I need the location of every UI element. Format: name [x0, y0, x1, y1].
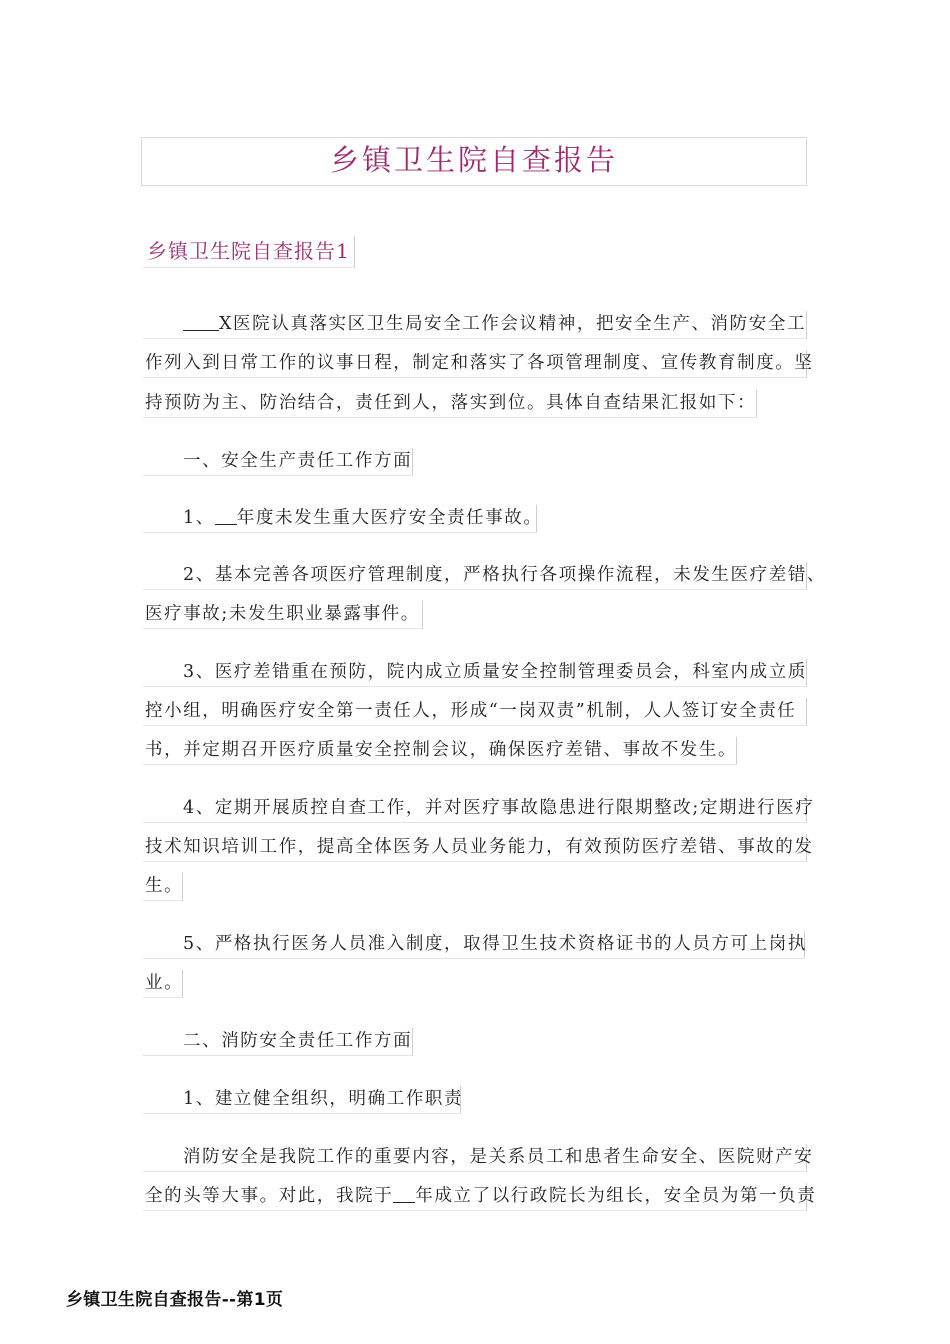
line-text: 控小组，明确医疗安全第一责任人，形成“一岗双责”机制，人人签订安全责任: [145, 701, 797, 721]
text-line: [143, 1183, 817, 1211]
line-text: 5、严格执行医务人员准入制度，取得卫生技术资格证书的人员方可上岗执: [183, 934, 807, 954]
text-line: [143, 505, 543, 533]
text-line: [143, 970, 183, 998]
text-line: [143, 390, 757, 418]
fill-in-blank: [393, 1184, 415, 1203]
text-line: [143, 698, 807, 726]
document-title: 乡镇卫生院自查报告: [329, 143, 618, 177]
line-text: 二、消防安全责任工作方面: [183, 1031, 413, 1051]
line-text: X医院认真落实区卫生局安全工作会议精神，把安全生产、消防安全工: [219, 314, 807, 334]
line-text: 年成立了以行政院长为组长，安全员为第一负责: [415, 1186, 817, 1206]
line-text: 3、医疗差错重在预防，院内成立质量安全控制管理委员会，科室内成立质: [183, 662, 807, 682]
line-prefix: 全的头等大事。对此，我院于: [145, 1186, 394, 1206]
text-line: [143, 737, 737, 765]
text-line: [143, 1144, 814, 1172]
text-line: [143, 1028, 413, 1056]
line-text: 生。: [145, 876, 184, 896]
line-text: 医疗事故;未发生职业暴露事件。: [145, 604, 420, 624]
fill-in-blank: [183, 312, 219, 331]
line-text: 技术知识培训工作，提高全体医务人员业务能力，有效预防医疗差错、事故的发: [145, 837, 814, 857]
text-line: [143, 834, 814, 862]
line-text: 书，并定期召开医疗质量安全控制会议，确保医疗差错、事故不发生。: [145, 740, 738, 760]
text-line: [143, 448, 413, 476]
text-line: [143, 873, 183, 901]
line-text: 业。: [145, 973, 184, 993]
line-text: 作列入到日常工作的议事日程，制定和落实了各项管理制度、宣传教育制度。坚: [145, 353, 814, 373]
title-box: [141, 137, 807, 186]
line-text: 持预防为主、防治结合，责任到人，落实到位。具体自查结果汇报如下：: [145, 393, 757, 413]
text-line: [143, 931, 805, 959]
line-text: 1、建立健全组织，明确工作职责: [183, 1089, 464, 1109]
text-line: [143, 350, 814, 378]
text-line: [143, 659, 807, 687]
line-text: 消防安全是我院工作的重要内容，是关系员工和患者生命安全、医院财产安: [183, 1147, 814, 1167]
line-text: 4、定期开展质控自查工作，并对医疗事故隐患进行限期整改;定期进行医疗: [183, 798, 815, 818]
line-text: 2、基本完善各项医疗管理制度，严格执行各项操作流程，未发生医疗差错、: [183, 565, 827, 585]
text-line: [143, 795, 815, 823]
fill-in-blank: [215, 506, 237, 525]
text-line: [143, 562, 827, 590]
line-prefix: 1、: [183, 508, 215, 528]
page-footer: 乡镇卫生院自查报告--第1页: [66, 1290, 284, 1310]
line-text: 一、安全生产责任工作方面: [183, 451, 413, 471]
text-line: [143, 601, 423, 629]
line-text: 年度未发生重大医疗安全责任事故。: [236, 508, 543, 528]
section-title: 乡镇卫生院自查报告1: [143, 236, 355, 268]
text-line: [143, 1086, 464, 1114]
text-line: [143, 311, 807, 339]
